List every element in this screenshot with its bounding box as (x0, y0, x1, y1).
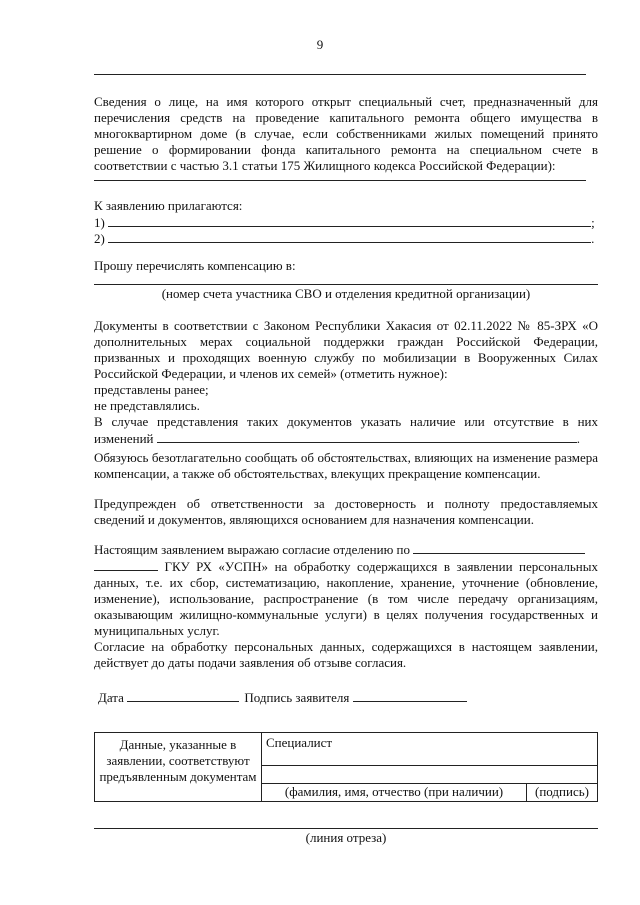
cut-line (94, 828, 598, 829)
verification-left-text: Данные, указанные в заявлении, соответствуют предъявленным документам (99, 737, 257, 784)
account-info-fill-line[interactable] (94, 180, 586, 181)
attachment-item-number: 2) (94, 231, 105, 246)
attachment-item-end: . (591, 231, 595, 246)
attachment-item-2 (94, 230, 598, 247)
transfer-caption: (номер счета участника СВО и отделения кредитной организации) (161, 286, 531, 301)
transfer-account-field[interactable] (94, 284, 598, 285)
specialist-signature-caption: (подпись) (535, 784, 589, 799)
consent-department-field[interactable] (413, 541, 585, 554)
warning-paragraph (94, 496, 598, 528)
documents-paragraph (94, 318, 598, 447)
specialist-empty-cell[interactable] (262, 766, 598, 784)
obligation-text: Обязуюсь безотлагательно сообщать об обстоятельствах, влияющих на изменение размера компенсации, а также об обстоятельствах, влекущих прекращение компенсации. (94, 450, 598, 481)
verification-left-cell (95, 733, 262, 802)
attachment-item-number: 1) (94, 215, 105, 230)
transfer-text: Прошу перечислять компенсацию в: (94, 258, 296, 273)
documents-changes-line (94, 430, 598, 447)
attachment-item-2-field[interactable] (108, 230, 591, 243)
consent-validity: Согласие на обработку персональных данных, содержащихся в настоящем заявлении, действует до даты подачи заявления об отзыве согласия. (94, 639, 598, 670)
obligation-paragraph (94, 450, 598, 482)
consent-intro-line (94, 541, 598, 558)
consent-department-field-2[interactable] (94, 558, 158, 571)
specialist-signature-cell[interactable] (527, 784, 598, 802)
attachment-item-end: ; (591, 215, 595, 230)
date-field[interactable] (127, 689, 239, 702)
specialist-name-caption: (фамилия, имя, отчество (при наличии) (284, 784, 504, 799)
signature-label: Подпись заявителя (244, 690, 350, 705)
specialist-label: Специалист (266, 735, 333, 750)
top-fill-line (94, 74, 586, 75)
verification-table (94, 732, 598, 802)
signature-field[interactable] (353, 689, 467, 702)
attachment-item-1 (94, 214, 598, 231)
attachments-title: К заявлению прилагаются: (94, 198, 243, 213)
documents-option-not-presented[interactable]: не представлялись. (94, 398, 200, 413)
documents-changes-text: В случае представления таких документов указать наличие или отсутствие в них (94, 414, 598, 429)
warning-text: Предупрежден об ответственности за достоверность и полноту предоставляемых сведений и документов, являющихся основанием для назначения компенсации. (94, 496, 598, 527)
documents-text: Документы в соответствии с Законом Республики Хакасия от 02.11.2022 № 85-ЗРХ «О дополнительных мерах социальной поддержки граждан Российской Федерации, призванных и проходящих военную службу по мобилизации в Вооруженных Силах Российской Федерации, и членов их семей» (отметить нужное): (94, 318, 598, 381)
consent-text: ГКУ РХ «УСПН» на обработку содержащихся в заявлении персональных данных, т.е. их сбор, систематизацию, накопление, хранение, уточнение (обновление, изменение), использование, распространение (в том числе передачу организациям, оказывающим жилищно-коммунальные услуги) в целях получения государственных и муниципальных услуг. (94, 559, 598, 638)
cut-line-caption: (линия отреза) (305, 830, 387, 845)
attachment-item-1-field[interactable] (108, 214, 591, 227)
date-label: Дата (98, 690, 124, 705)
consent-intro: Настоящим заявлением выражаю согласие отделению по (94, 542, 410, 557)
account-info-text: Сведения о лице, на имя которого открыт специальный счет, предназначенный для перечисления средств на проведение капитального ремонта общего имущества в многоквартирном доме (в случае, если собственниками жилых помещений принято решение о формировании фонда капитального ремонта на специальном счете в соответствии с частью 3.1 статьи 175 Жилищного кодекса Российской Федерации): (94, 94, 598, 173)
page-number: 9 (316, 37, 324, 52)
consent-paragraph (94, 541, 598, 671)
documents-option-presented[interactable]: представлены ранее; (94, 382, 209, 397)
account-info-paragraph (94, 94, 598, 174)
signature-row (98, 689, 467, 706)
specialist-name-cell[interactable] (262, 784, 527, 802)
documents-changes-field[interactable] (157, 430, 577, 443)
documents-changes-label: изменений (94, 431, 154, 446)
specialist-cell (262, 733, 598, 766)
documents-changes-end: . (576, 431, 581, 446)
